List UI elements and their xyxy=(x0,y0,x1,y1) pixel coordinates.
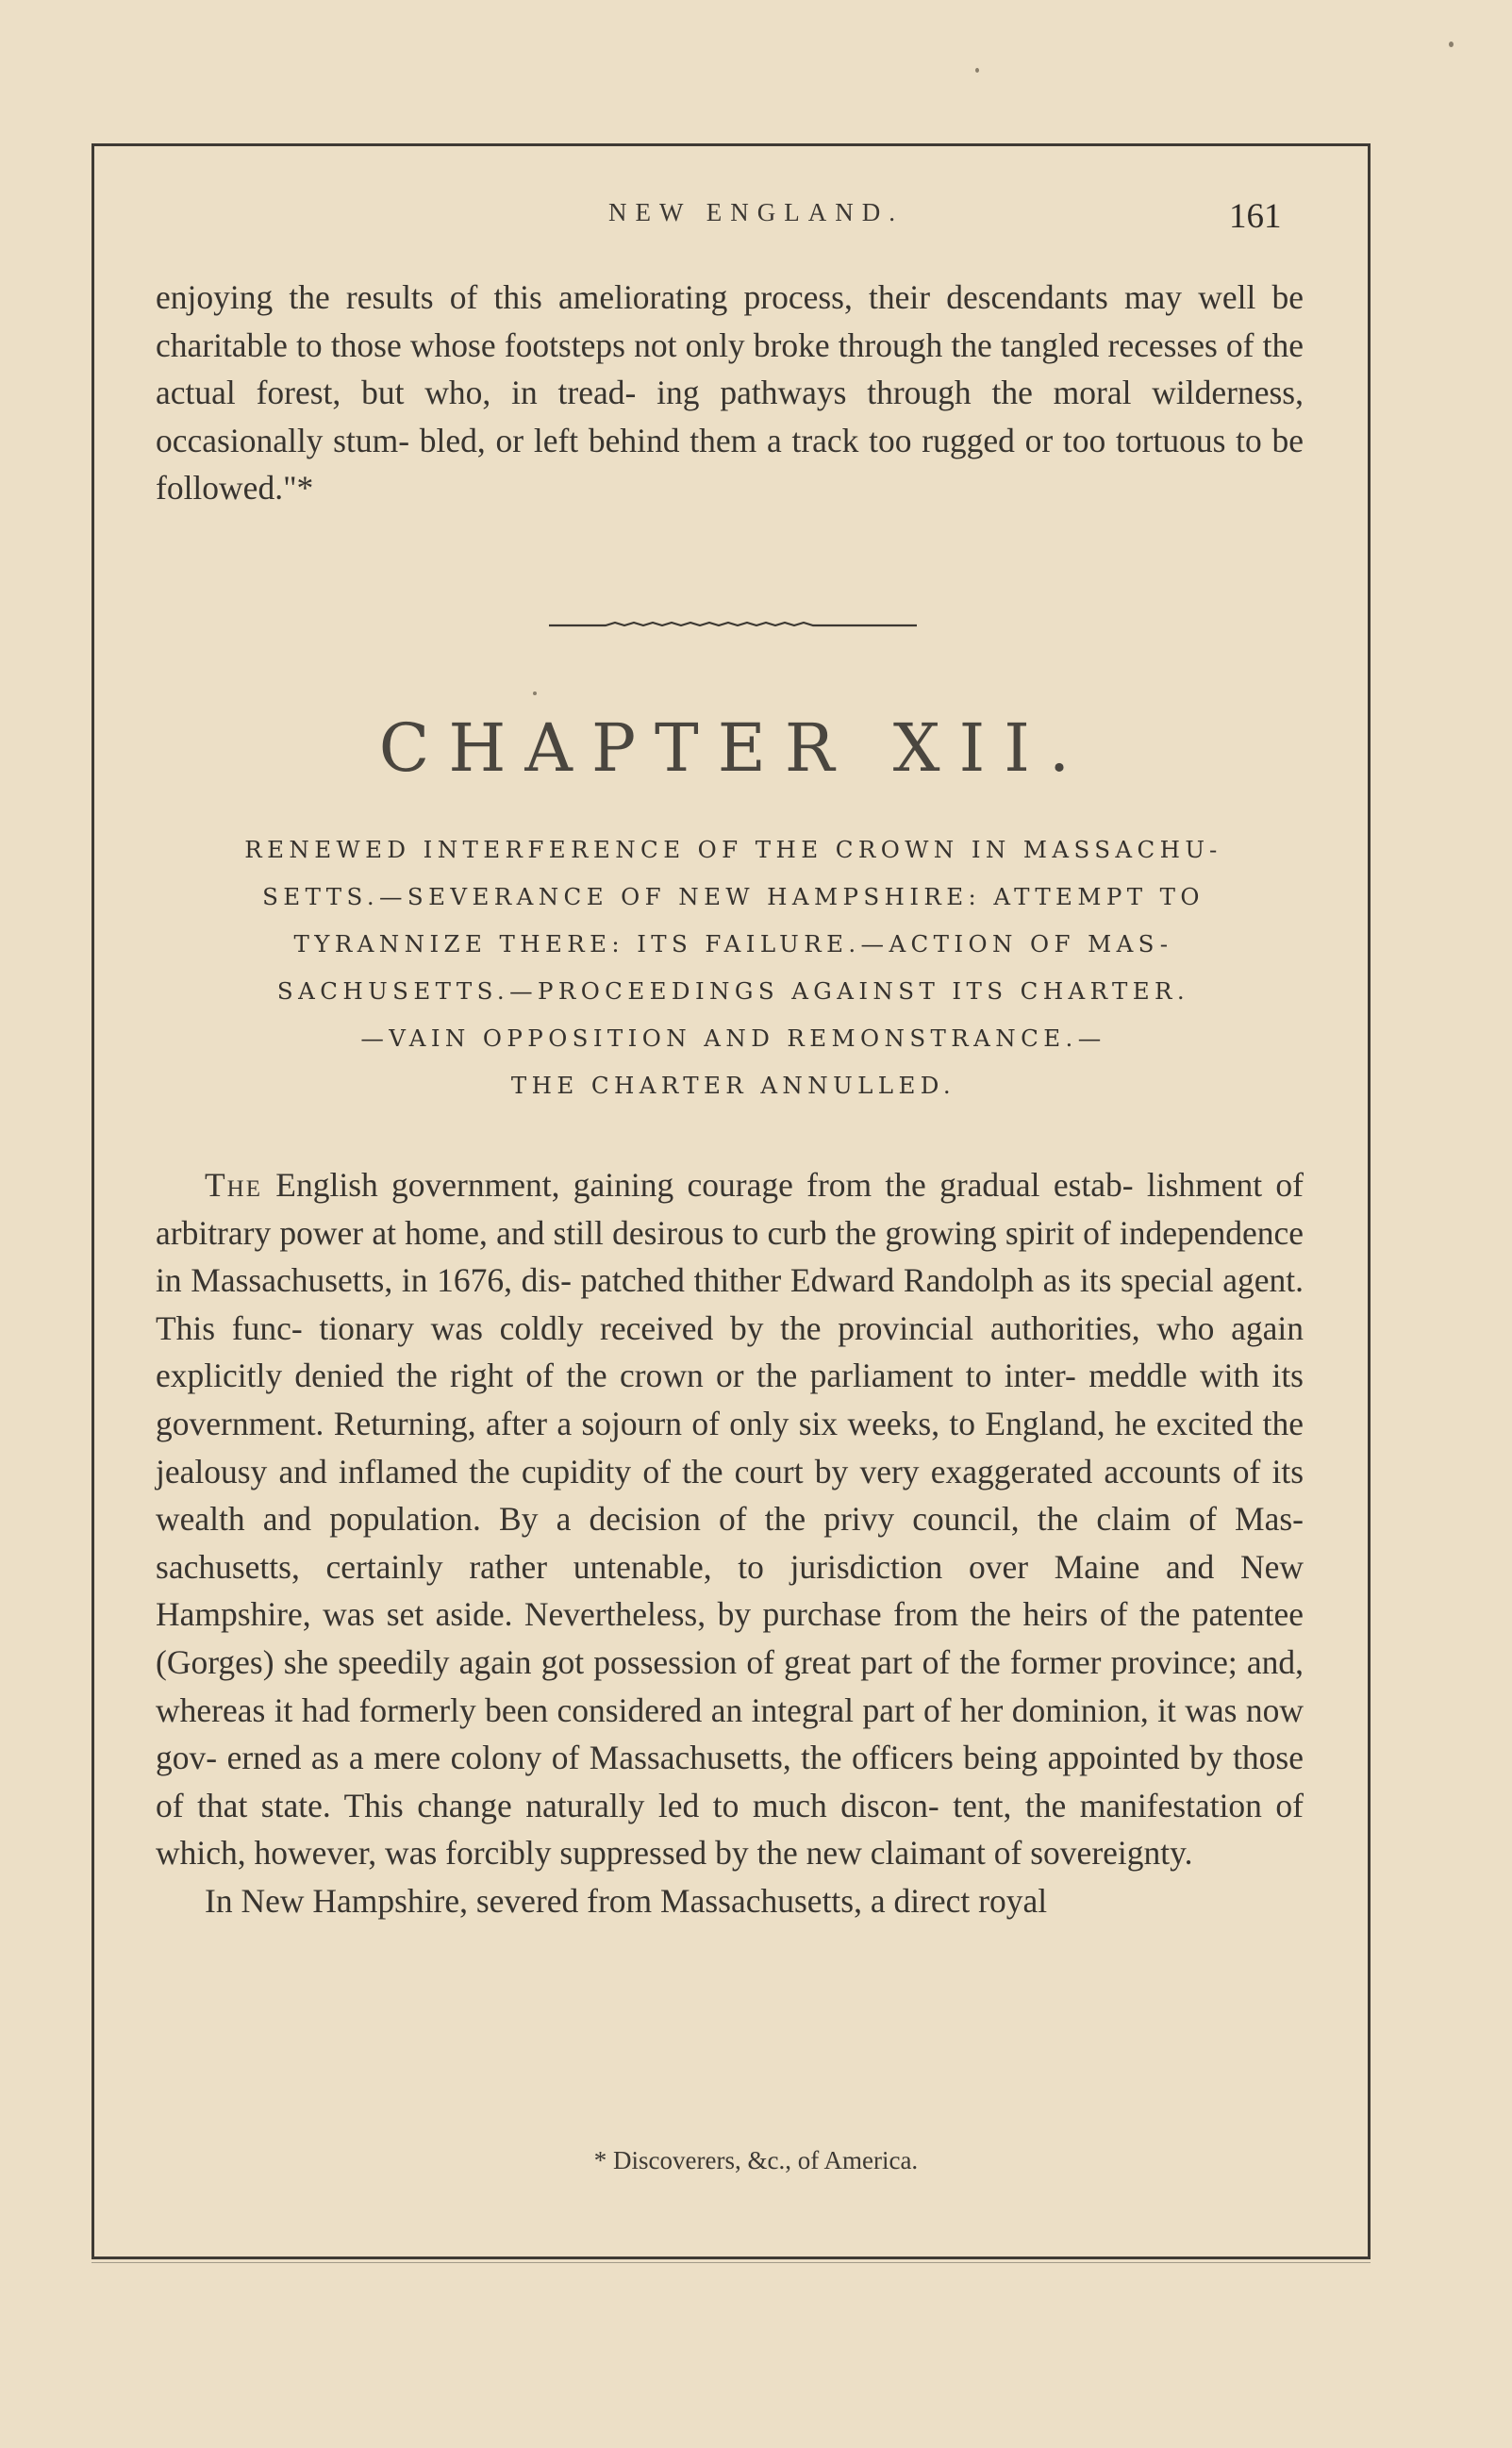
body-line: lishment of arbitrary power at home, and still desirous to curb xyxy=(156,1166,1304,1252)
paper-speck xyxy=(1449,42,1454,47)
paper-speck xyxy=(975,68,979,73)
opening-line: through the tangled recesses of the actual forest, but who, in tread- xyxy=(156,325,1304,412)
body-line: New Hampshire, was set aside. Nevertheless, by purchase from the xyxy=(156,1547,1304,1634)
opening-paragraph xyxy=(156,274,1304,512)
body-line: explicitly denied the right of the crown or the parliament to inter- xyxy=(156,1357,1076,1395)
body-line: the growing spirit of independence in Massachusetts, in 1676, dis- xyxy=(156,1213,1304,1300)
body-line: by those of that state. This change naturally led to much discon- xyxy=(156,1739,1304,1824)
summary-line: —VAIN OPPOSITION AND REMONSTRANCE.— xyxy=(360,1024,1106,1052)
opening-word: The xyxy=(205,1166,263,1204)
opening-line: followed."* xyxy=(156,469,314,508)
summary-line: SACHUSETTS.—PROCEEDINGS AGAINST ITS CHARTER. xyxy=(276,977,1190,1005)
body-line: six weeks, to England, he excited the jealousy and inflamed the xyxy=(156,1404,1304,1490)
body-text xyxy=(156,1161,1304,1925)
body-line: heirs of the patentee (Gorges) she speedily again got possession of xyxy=(156,1595,1304,1681)
body-line: patched thither Edward Randolph as its special agent. This func- xyxy=(156,1261,1304,1347)
paper-speck xyxy=(533,691,537,695)
opening-line: bled, or left behind them a track too rugged or too tortuous to be xyxy=(419,421,1304,459)
summary-line: RENEWED INTERFERENCE OF THE CROWN IN MASSACHU- xyxy=(244,836,1222,863)
body-paragraph xyxy=(156,1161,1304,1877)
summary-line: THE CHARTER ANNULLED. xyxy=(510,1072,956,1099)
body-line: tionary was coldly received by the provincial authorities, who again xyxy=(319,1308,1304,1347)
footnote: * Discoverers, &c., of America. xyxy=(593,2146,919,2174)
body-line: meddle with its government. Returning, after a sojourn of only xyxy=(156,1357,1304,1442)
body-line: population. By a decision of the privy council, the claim of Mas- xyxy=(329,1500,1304,1539)
page-number: 161 xyxy=(1229,197,1282,236)
chapter-title: CHAPTER XII. xyxy=(378,709,1089,787)
summary-line: SETTS.—SEVERANCE OF NEW HAMPSHIRE: ATTEMPT TO xyxy=(262,883,1205,910)
opening-line: may well be charitable to those whose footsteps not only broke xyxy=(156,278,1304,364)
body-line: great part of the former province; and, whereas it had formerly xyxy=(156,1642,1304,1729)
body-line: sachusetts, certainly rather untenable, to jurisdiction over Maine and xyxy=(156,1547,1215,1586)
body-line: English government, gaining courage from the gradual estab- xyxy=(262,1166,1134,1204)
section-divider-ornament xyxy=(549,613,917,632)
body-line: by the new claimant of sovereignty. xyxy=(715,1834,1193,1873)
summary-line: TYRANNIZE THERE: ITS FAILURE.—ACTION OF MAS- xyxy=(293,930,1173,958)
body-line: cupidity of the court by very exaggerated accounts of its wealth and xyxy=(156,1452,1304,1539)
running-head: NEW ENGLAND. xyxy=(608,198,904,226)
body-line: tent, the manifestation of which, however, was forcibly suppressed xyxy=(156,1786,1304,1873)
next-paragraph: In New Hampshire, severed from Massachusetts, a direct royal xyxy=(205,1881,1048,1920)
chapter-summary xyxy=(160,826,1306,1109)
opening-line: enjoying the results of this ameliorating process, their descendants xyxy=(156,278,1108,316)
body-line: been considered an integral part of her dominion, it was now gov- xyxy=(156,1690,1304,1777)
opening-line: ing pathways through the moral wilderness, occasionally stum- xyxy=(156,374,1304,459)
body-line: erned as a mere colony of Massachusetts, the officers being appointed xyxy=(226,1739,1180,1777)
